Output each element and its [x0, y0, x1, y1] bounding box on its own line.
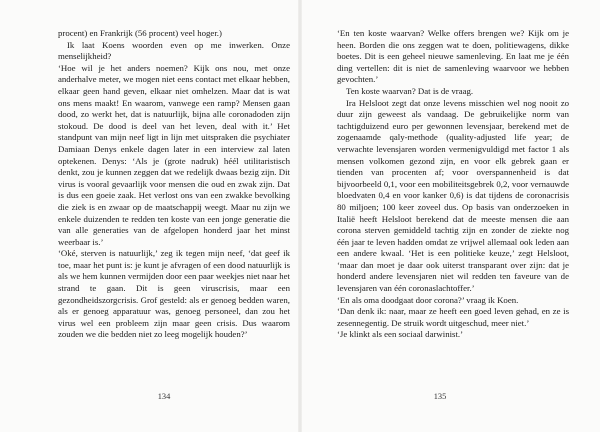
paragraph: ‘Oké, sterven is natuurlijk,’ zeg ik tegen mijn neef, ‘dat geef ik toe, maar het punt is: je kunt je afvragen of een dood natuurlijk is als we hem kunnen vermijden door een paar weekjes niet naar het strand te gaan. Dit is geen viruscrisis, maar een gezondheidszorgcrisis. Grof gesteld: als er genoeg bedden waren, als er genoeg apparatuur was, genoeg personeel, dan zou het virus wel een probleem zijn maar geen crisis. Dus waarom zouden we die bedden niet zo leeg mogelijk houden?’	[58, 248, 290, 340]
page-number-left: 134	[157, 392, 171, 401]
left-page-text	[58, 28, 290, 341]
paragraph: Ik laat Koens woorden even op me inwerken. Onze menselijkheid?	[58, 39, 290, 62]
paragraph: Ira Helsloot zegt dat onze levens misschien wel nog nooit zo duur zijn geweest als vandaag. De gebruikelijke norm van tachtigduizend euro per gewonnen levensjaar, berekend met de zogenaamde qaly-methode (quality-adjusted life year; de verwachte levensjaren worden vermenigvuldigd met factor 1 als mensen volkomen gezond zijn, en voor elk gebrek gaan er tienden van procenten af; voor overspannenheid is dat bijvoorbeeld 0,1, voor een mobiliteitsgebrek 0,2, voor vernauwde bloedvaten 0,4 en voor kanker 0,6) is dat tijdens de coronacrisis 80 miljoen; 100 keer zoveel dus. Op basis van onderzoeken in Italië heeft Helsloot berekend dat de meeste mensen die aan corona sterven gemiddeld tachtig zijn en zonder de ziekte nog één jaar te leven hadden omdat ze vrijwel allemaal ook leden aan een andere kwaal. ‘Het is een politieke keuze,’ zegt Helsloot, ‘maar dan moet je daar ook uiterst transparant over zijn: dat je honderd andere levensjaren niet wil redden ten faveure van de levensjaren van één coronaslachtoffer.’	[337, 97, 569, 294]
paragraph: Ten koste waarvan? Dat is de vraag.	[346, 85, 474, 96]
paragraph: ‘Hoe wil je het anders noemen? Kijk ons nou, met onze anderhalve meter, we mogen niet eens contact met elkaar hebben, elkaar geen hand geven, elkaar niet omhelzen. Maar dat is wat ons mens maakt! En waarom, vanwege een ramp? Mensen gaan dood, zo werkt het, dat is natuurlijk, bijna alle coronadoden zijn stokoud. De dood is deel van het leven, deal with it.’ Het standpunt van mijn neef ligt in lijn met uitspraken die psychiater Damiaan Denys enkele dagen later in een interview zal laten optekenen. Denys: ‘Als je (grote nadruk) héél utilitaristisch denkt, zou je kunnen zeggen dat we redelijk dwaas bezig zijn. Dit virus is vooral gevaarlijk voor mensen die oud en zwak zijn. Dat is dus een goeie zaak. Het verlost ons van een zwakke bevolking die ziek is en zwaar op de maatschappij weegt. Maar nu zijn we enkele duizenden te redden ten koste van een jonge generatie die van alle generaties van de afgelopen honderd jaar het minst weerbaar is.’	[58, 62, 290, 247]
paragraph: ‘En ten koste waarvan? Welke offers brengen we? Kijk om je heen. Borden die ons zeggen wat te doen, politiewagens, dikke boetes. Dit is een geheel nieuwe samenleving. En laat me je één ding vertellen: dit is niet de samenleving waarvoor we hebben gevochten.’	[337, 28, 569, 85]
paragraph: ‘Je klinkt als een sociaal darwinist.’	[337, 329, 464, 340]
paragraph: ‘Dan denk ik: naar, maar ze heeft een goed leven gehad, en ze is zesennegentig. De struik wordt uitgeschud, meer niet.’	[337, 306, 569, 328]
right-page	[300, 0, 600, 432]
paragraph: procent) en Frankrijk (56 procent) veel hoger.)	[58, 28, 222, 38]
page-number-right: 135	[433, 392, 447, 401]
paragraph: ‘En als oma doodgaat door corona?’ vraag ik Koen.	[337, 294, 519, 305]
right-page-text	[337, 28, 569, 341]
